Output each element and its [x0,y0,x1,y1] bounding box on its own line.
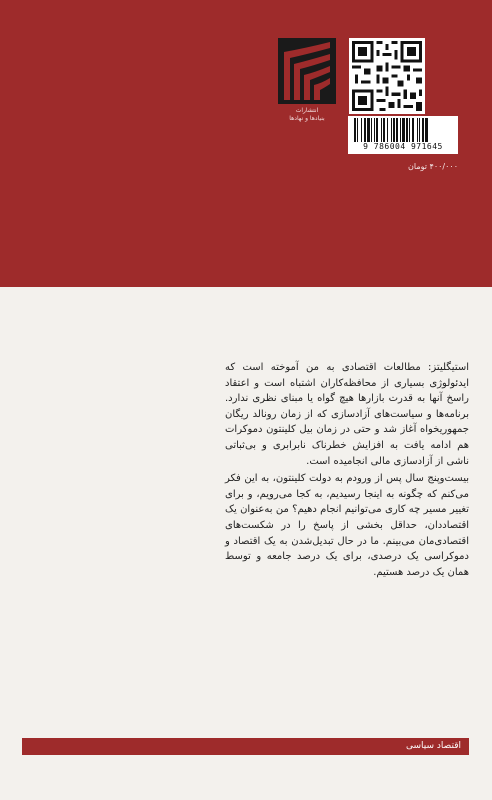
publisher-logo-icon [278,38,336,118]
blurb-paragraph-2: بیست‌وپنج سال پس از ورودم به دولت کلینتون، به این فکر می‌کنم که چگونه به اینجا رسیدیم، به کجا می‌رویم، و برای تغییر مسیر چه کاری می‌توانیم انجام دهیم؟ من به‌عنوان یک اقتصاددان، حداقل بخشی از پاسخ را در شکست‌های اقتصادی‌مان می‌بینم. ما در حال تبدیل‌شدن به یک اقتصاد و دموکراسی یک درصدی، برای یک درصد جامعه و توسط همان یک درصد هستیم. [225,473,469,578]
category-label: اقتصاد سیاسی [406,741,461,751]
back-cover-blurb [225,360,469,580]
qr-code-icon [349,38,425,114]
category-bar [22,738,469,755]
barcode-icon [354,118,452,142]
isbn-number: 9 786004 971645 [363,142,443,151]
barcode [348,116,458,154]
blurb-paragraph-1: استیگلیتز: مطالعات اقتصادی به من آموخته است که ایدئولوژی بسیاری از محافظه‌کاران اشتباه است و اعتقاد راسخ آنها به قدرت بازارها هیچ گواه یا مبنای نظری ندارد. برنامه‌ها و سیاست‌های آزادسازی که از زمان رونالد ریگان جمهوریخواه آغاز شد و حتی در زمان بیل کلینتون دموکرات هم ادامه یافت به افزایش خطرناک نابرابری و بی‌ثباتی ناشی از آزادسازی مالی انجامیده است. [225,362,469,467]
publisher-name: انتشارات بنیادها و نهادها [289,107,325,122]
price-label: ۴۰۰/۰۰۰ تومان [408,162,458,171]
